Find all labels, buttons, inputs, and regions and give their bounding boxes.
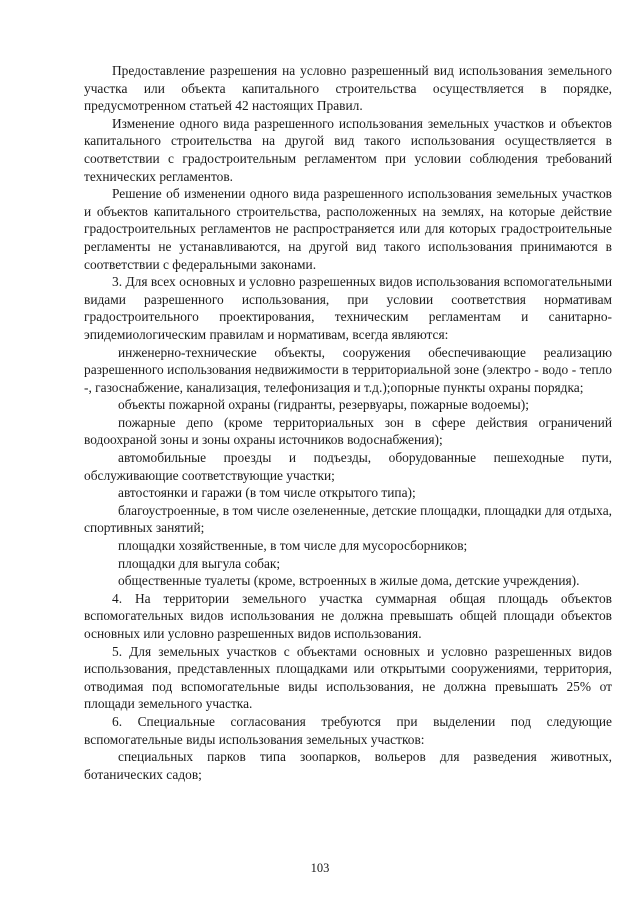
paragraph-section-5: 5. Для земельных участков с объектами основных и условно разрешенных видов использования, представленных площадками или открытыми сооружениями, территория, отводимая под вспомогательные виды использования, не должна превышать 25% от площади земельного участка.: [84, 643, 612, 712]
paragraph-section-4: 4. На территории земельного участка суммарная общая площадь объектов вспомогательных видов использования не должна превышать общей площади объектов основных или условно разрешенных видов использования.: [84, 590, 612, 641]
list-item-public-toilets: общественные туалеты (кроме, встроенных в жилые дома, детские учреждения).: [118, 573, 580, 589]
paragraph-permit-conditional-use: Предоставление разрешения на условно разрешенный вид использования земельного участка или объекта капитального строительства осуществляется в порядке, предусмотренном статьей 42 настоящих Правил.: [84, 63, 612, 114]
list-item-special-parks: специальных парков типа зоопарков, вольеров для разведения животных, ботанических садов;: [84, 749, 612, 782]
list-item-parking: автостоянки и гаражи (в том числе открытого типа);: [118, 485, 416, 501]
page-number: 103: [310, 861, 330, 875]
document-body: [84, 62, 612, 783]
list-item-playgrounds: благоустроенные, в том числе озелененные, детские площадки, площадки для отдыха, спортивных занятий;: [84, 502, 612, 536]
list-item-fire-protection: объекты пожарной охраны (гидранты, резервуары, пожарные водоемы);: [118, 397, 529, 413]
paragraph-section-3: 3. Для всех основных и условно разрешенных видов использования вспомогательными видами разрешенного использования, при условии соответствия нормативам градостроительного проектирования, техническим регламентам и санитарно-эпидемиологическим правилам и нормативам, всегда являются:: [84, 274, 612, 342]
paragraph-decision-change-use: Решение об изменении одного вида разрешенного использования земельных участков и объектов капитального строительства, расположенных на землях, на которые действие градостроительных регламентов не распространяется или для которых градостроительные регламенты не устанавливаются, на другой вид такого использования принимаются в соответствии с федеральными законами.: [84, 186, 612, 272]
list-item-fire-depots: пожарные депо (кроме территориальных зон в сфере действия ограничений водоохраной зоны и зоны охраны источников водоснабжения);: [84, 414, 612, 448]
paragraph-section-6: 6. Специальные согласования требуются при выделении под следующие вспомогательные виды использования земельных участков:: [84, 713, 612, 747]
list-item-driveways: автомобильные проезды и подъезды, оборудованные пешеходные пути, обслуживающие соответствующие участки;: [84, 450, 612, 483]
list-item-engineering-objects: инженерно-технические объекты, сооружения обеспечивающие реализацию разрешенного использования недвижимости в территориальной зоне (электро - водо - тепло -, газоснабжение, канализация, телефонизация и т.д.);опорные пункты охраны порядка;: [84, 344, 612, 395]
paragraph-change-use-type: Изменение одного вида разрешенного использования земельных участков и объектов капитального строительства на другой вид такого использования осуществляется в соответствии с градостроительным регламентом при условии соблюдения требований технических регламентов.: [84, 115, 612, 184]
list-item-utility-areas: площадки хозяйственные, в том числе для мусоросборников;: [118, 538, 468, 554]
list-item-dog-areas: площадки для выгула собак;: [118, 555, 281, 571]
